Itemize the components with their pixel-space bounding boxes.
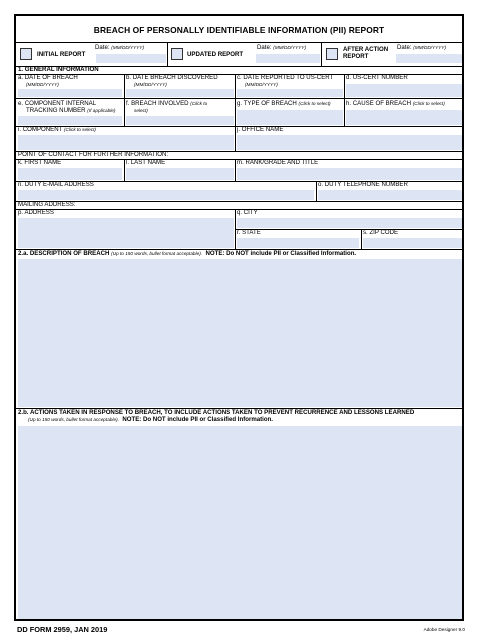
- date-of-breach-label: a. DATE OF BREACH: [18, 74, 78, 81]
- last-name-label: l. LAST NAME: [126, 159, 166, 166]
- office-name-label: j. OFFICE NAME: [237, 126, 284, 133]
- city-field[interactable]: [237, 218, 462, 228]
- address-field[interactable]: [18, 218, 234, 248]
- updated-report-checkbox[interactable]: [171, 48, 183, 60]
- rank-title-label: m. RANK/GRADE AND TITLE: [237, 159, 319, 166]
- duty-email-field[interactable]: [18, 190, 314, 200]
- date-discovered-field[interactable]: [126, 89, 234, 97]
- divider: [235, 98, 236, 126]
- actions-hint: (Up to 150 words, bullet format acceptable). NOTE: Do NOT include PII or Classified Information.: [28, 416, 273, 423]
- office-name-field[interactable]: [237, 135, 462, 150]
- actions-textarea[interactable]: [18, 426, 462, 619]
- after-action-date-field[interactable]: [396, 54, 462, 63]
- divider: [124, 98, 125, 126]
- component-label: i. COMPONENT (Click to select): [18, 126, 96, 133]
- zip-label: s. ZIP CODE: [363, 229, 399, 236]
- date-discovered-label: b. DATE BREACH DISCOVERED: [126, 74, 218, 81]
- cause-of-breach-select[interactable]: [346, 110, 462, 125]
- divider: [16, 42, 462, 43]
- type-of-breach-label: g. TYPE OF BREACH (Click to select): [237, 100, 331, 107]
- phone-label: o. DUTY TELEPHONE NUMBER: [318, 181, 408, 188]
- divider: [344, 74, 345, 98]
- tracking-number-label: e. COMPONENT INTERNAL: [18, 100, 97, 107]
- form-title: BREACH OF PERSONALLY IDENTIFIABLE INFORMATION (PII) REPORT: [93, 25, 385, 35]
- divider: [344, 98, 345, 126]
- divider: [236, 229, 462, 230]
- after-action-report-checkbox[interactable]: [326, 48, 338, 60]
- type-of-breach-select[interactable]: [237, 110, 343, 125]
- divider: [316, 181, 317, 201]
- divider: [361, 229, 362, 249]
- actions-label: 2.b. ACTIONS TAKEN IN RESPONSE TO BREACH, TO INCLUDE ACTIONS TAKEN TO PREVENT RECURRENCE AND LESSONS LEARNED: [18, 409, 415, 416]
- initial-report-label: INITIAL REPORT: [37, 51, 86, 58]
- us-cert-number-label: d. US-CERT NUMBER: [346, 74, 408, 81]
- after-action-report-label: AFTER ACTION REPORT: [343, 46, 389, 60]
- description-textarea[interactable]: [18, 259, 462, 407]
- divider: [167, 42, 168, 66]
- tracking-number-label-2: TRACKING NUMBER (If applicable): [26, 107, 116, 114]
- divider: [16, 201, 462, 202]
- divider: [16, 98, 462, 99]
- rank-title-field[interactable]: [237, 168, 462, 180]
- initial-date-label: Date: (MM/DD/YYYY): [95, 44, 145, 51]
- initial-report-date-field[interactable]: [96, 54, 166, 63]
- after-action-date-label: Date: (MM/DD/YYYY): [397, 44, 447, 51]
- form-id: DD FORM 2959, JAN 2019: [17, 625, 108, 634]
- zip-field[interactable]: [363, 238, 462, 248]
- mailing-header: MAILING ADDRESS:: [18, 201, 76, 208]
- tracking-number-field[interactable]: [18, 116, 122, 125]
- first-name-label: k. FIRST NAME: [18, 159, 62, 166]
- address-label: p. ADDRESS: [18, 209, 54, 216]
- divider: [321, 42, 322, 66]
- state-field[interactable]: [237, 238, 359, 248]
- updated-report-label: UPDATED REPORT: [187, 51, 244, 58]
- date-format-hint: (MM/DD/YYYY): [134, 82, 167, 87]
- breach-involved-select[interactable]: [126, 116, 234, 125]
- poc-header: POINT OF CONTACT FOR FURTHER INFORMATION:: [18, 151, 169, 158]
- email-label: n. DUTY E-MAIL ADDRESS: [18, 181, 94, 188]
- divider: [235, 159, 236, 181]
- cause-of-breach-label: h. CAUSE OF BREACH (Click to select): [346, 100, 445, 107]
- pii-breach-form: [14, 14, 464, 621]
- component-select[interactable]: [18, 135, 234, 150]
- updated-report-date-field[interactable]: [256, 54, 320, 63]
- date-reported-label: c. DATE REPORTED TO US-CERT: [237, 74, 334, 81]
- initial-report-checkbox[interactable]: [20, 48, 32, 60]
- date-format-hint: (MM/DD/YYYY): [245, 82, 278, 87]
- breach-involved-label: f. BREACH INVOLVED (Click to: [126, 100, 208, 107]
- divider: [235, 126, 236, 151]
- state-label: r. STATE: [237, 229, 261, 236]
- us-cert-number-field[interactable]: [346, 84, 462, 97]
- designer-credit: Adobe Designer 9.0: [423, 627, 465, 632]
- divider: [124, 159, 125, 181]
- general-info-header: 1. GENERAL INFORMATION: [18, 66, 99, 73]
- divider: [124, 74, 125, 98]
- last-name-field[interactable]: [126, 168, 234, 180]
- city-label: q. CITY: [237, 209, 258, 216]
- date-format-hint: (MM/DD/YYYY): [26, 82, 59, 87]
- date-of-breach-field[interactable]: [18, 89, 122, 97]
- date-reported-field[interactable]: [237, 89, 343, 97]
- duty-phone-field[interactable]: [318, 190, 462, 200]
- select-hint: select): [134, 108, 148, 113]
- description-label: 2.a. DESCRIPTION OF BREACH (Up to 150 words, bullet format acceptable). NOTE: Do NOT include PII or Classified Information.: [18, 250, 357, 257]
- first-name-field[interactable]: [18, 168, 122, 180]
- divider: [235, 74, 236, 98]
- updated-date-label: Date: (MM/DD/YYYY): [257, 44, 307, 51]
